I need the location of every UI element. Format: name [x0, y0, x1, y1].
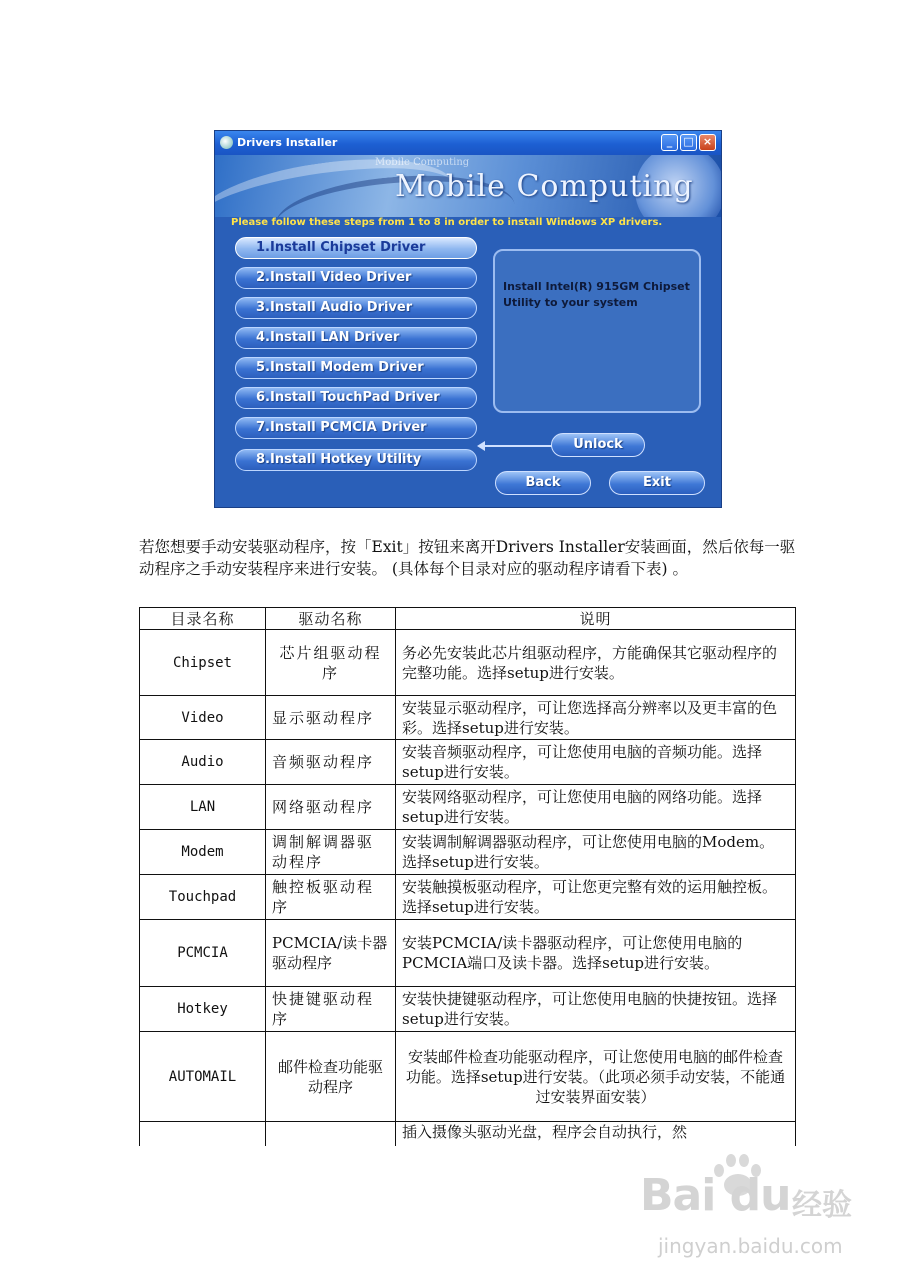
desc-cell: 安装触摸板驱动程序，可让您更完整有效的运用触控板。选择setup进行安装。 — [396, 875, 796, 920]
column-header: 目录名称 — [140, 608, 266, 630]
desc-cell: 务必先安装此芯片组驱动程序，方能确保其它驱动程序的完整功能。选择setup进行安装。 — [396, 630, 796, 696]
app-icon — [220, 136, 233, 149]
desc-cell: 安装音频驱动程序，可让您使用电脑的音频功能。选择setup进行安装。 — [396, 740, 796, 785]
driver-cell: PCMCIA/读卡器驱动程序 — [266, 920, 396, 987]
step-2-button[interactable]: 2.Install Video Driver — [235, 267, 477, 289]
dir-cell — [140, 1122, 266, 1146]
column-header: 驱动名称 — [266, 608, 396, 630]
dir-cell: AUTOMAIL — [140, 1032, 266, 1122]
drivers-installer-window — [214, 130, 722, 508]
desc-cell: 安装快捷键驱动程序，可让您使用电脑的快捷按钮。选择setup进行安装。 — [396, 987, 796, 1032]
step-1-button[interactable]: 1.Install Chipset Driver — [235, 237, 477, 259]
driver-cell: 显示驱动程序 — [266, 696, 396, 740]
table-row — [140, 987, 796, 1032]
maximize-icon[interactable]: □ — [680, 134, 697, 151]
exit-button[interactable]: Exit — [609, 471, 705, 495]
table-row — [140, 696, 796, 740]
desc-cell: 安装网络驱动程序，可让您使用电脑的网络功能。选择setup进行安装。 — [396, 785, 796, 830]
dir-cell: PCMCIA — [140, 920, 266, 987]
watermark-url: jingyan.baidu.com — [658, 1234, 843, 1258]
driver-cell: 音频驱动程序 — [266, 740, 396, 785]
desc-cell: 安装调制解调器驱动程序，可让您使用电脑的Modem。选择setup进行安装。 — [396, 830, 796, 875]
dir-cell: Chipset — [140, 630, 266, 696]
unlock-button[interactable]: Unlock — [551, 433, 645, 457]
desc-cell: 安装PCMCIA/读卡器驱动程序，可让您使用电脑的PCMCIA端口及读卡器。选择setup进行安装。 — [396, 920, 796, 987]
dir-cell: Touchpad — [140, 875, 266, 920]
banner-subtitle: Mobile Computing — [375, 157, 470, 168]
column-header: 说明 — [396, 608, 796, 630]
step-6-button[interactable]: 6.Install TouchPad Driver — [235, 387, 477, 409]
table-row — [140, 785, 796, 830]
dir-cell: Hotkey — [140, 987, 266, 1032]
window-title: Drivers Installer — [237, 136, 338, 149]
watermark-cn: 经验 — [792, 1188, 852, 1223]
desc-cell: 插入摄像头驱动光盘，程序会自动执行，然 — [396, 1122, 796, 1146]
driver-cell — [266, 1122, 396, 1146]
banner — [215, 155, 721, 217]
driver-cell: 调制解调器驱动程序 — [266, 830, 396, 875]
dir-cell: Audio — [140, 740, 266, 785]
dir-cell: LAN — [140, 785, 266, 830]
instruction-text: Please follow these steps from 1 to 8 in order to install Windows XP drivers. — [231, 217, 663, 228]
intro-paragraph: 若您想要手动安装驱动程序，按「Exit」按钮来离开Drivers Installer安装画面，然后依每一驱动程序之手动安装程序来进行安装。 (具体每个目录对应的驱动程序请看下表) 。 — [139, 538, 796, 578]
title-bar — [215, 131, 721, 155]
watermark-brand: Bai du — [640, 1170, 791, 1221]
step-5-button[interactable]: 5.Install Modem Driver — [235, 357, 477, 379]
table-header-row — [140, 608, 796, 630]
driver-cell: 触控板驱动程序 — [266, 875, 396, 920]
description-panel — [493, 249, 701, 413]
back-button[interactable]: Back — [495, 471, 591, 495]
driver-table — [139, 607, 796, 1146]
table-row — [140, 875, 796, 920]
desc-cell: 安装邮件检查功能驱动程序，可让您使用电脑的邮件检查功能。选择setup进行安装。（此项必须手动安装，不能通过安装界面安装） — [396, 1032, 796, 1122]
banner-title: Mobile Computing — [395, 169, 694, 204]
dir-cell: Modem — [140, 830, 266, 875]
desc-cell: 安装显示驱动程序，可让您选择高分辨率以及更丰富的色彩。选择setup进行安装。 — [396, 696, 796, 740]
baidu-watermark — [640, 1150, 890, 1270]
step-7-button[interactable]: 7.Install PCMCIA Driver — [235, 417, 477, 439]
minimize-icon[interactable]: _ — [661, 134, 678, 151]
close-icon[interactable]: × — [699, 134, 716, 151]
driver-cell: 快捷键驱动程序 — [266, 987, 396, 1032]
table-row — [140, 920, 796, 987]
arrow-left-icon — [483, 445, 553, 447]
table-row — [140, 830, 796, 875]
description-text: Install Intel(R) 915GM Chipset Utility to your system — [503, 280, 690, 309]
table-row — [140, 1122, 796, 1146]
driver-cell: 芯片组驱动程序 — [266, 630, 396, 696]
step-4-button[interactable]: 4.Install LAN Driver — [235, 327, 477, 349]
table-row — [140, 1032, 796, 1122]
step-3-button[interactable]: 3.Install Audio Driver — [235, 297, 477, 319]
table-row — [140, 630, 796, 696]
table-row — [140, 740, 796, 785]
dir-cell: Video — [140, 696, 266, 740]
driver-cell: 网络驱动程序 — [266, 785, 396, 830]
driver-cell: 邮件检查功能驱动程序 — [266, 1032, 396, 1122]
step-8-button[interactable]: 8.Install Hotkey Utility — [235, 449, 477, 471]
